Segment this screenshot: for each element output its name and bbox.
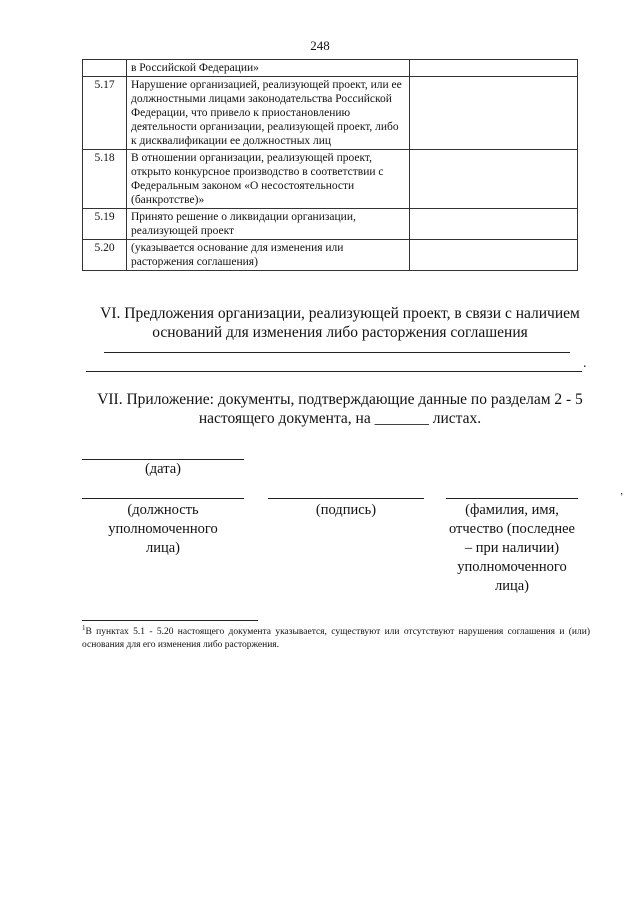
footnote-text: В пунктах 5.1 - 5.20 настоящего документа указывается, существуют или отсутствуют нарушения соглашения и (или) основания для его изменения либо расторжения. bbox=[82, 627, 590, 651]
proposal-line-1 bbox=[104, 352, 570, 353]
table-row bbox=[83, 60, 578, 77]
row-description: Нарушение организацией, реализующей проект, или ее должностными лицами законодательства Российской Федерации, что привело к приостановлению деятельности организации, реализующей проект, либо к дисквалификации ее должностных лиц bbox=[127, 77, 410, 150]
row-number: 5.20 bbox=[83, 240, 127, 271]
row-description: в Российской Федерации» bbox=[127, 60, 410, 77]
position-label: (должность уполномоченного лица) bbox=[108, 502, 218, 556]
row-description: (указывается основание для изменения или расторжения соглашения) bbox=[127, 240, 410, 271]
row-number: 5.18 bbox=[83, 150, 127, 209]
date-label: (дата) bbox=[144, 461, 182, 477]
row-description: В отношении организации, реализующей проект, открыто конкурсное производство в соответствии с Федеральным законом «О несостоятельности (банкротстве)» bbox=[127, 150, 410, 209]
row-value-cell bbox=[410, 209, 578, 240]
row-number bbox=[83, 60, 127, 77]
criteria-table bbox=[82, 59, 578, 271]
section-vi-title: VI. Предложения организации, реализующей проект, в связи с наличием оснований для изменения либо расторжения соглашения bbox=[100, 305, 580, 341]
table-row bbox=[83, 150, 578, 209]
footnote-marker: 1 bbox=[82, 624, 86, 632]
sheet-count-blank: _______ bbox=[374, 410, 429, 427]
section-vii-title bbox=[80, 390, 600, 428]
row-number: 5.19 bbox=[83, 209, 127, 240]
margin-mark: ʼ bbox=[620, 492, 624, 503]
signature-label: (подпись) bbox=[315, 502, 377, 518]
table-row bbox=[83, 240, 578, 271]
section-vii-text-end: листах. bbox=[432, 410, 482, 427]
row-value-cell bbox=[410, 60, 578, 77]
section-vii-text: VII. Приложение: документы, подтверждающие данные по разделам 2 - 5 настоящего документа, на bbox=[97, 391, 583, 427]
footnote-separator bbox=[82, 620, 258, 621]
proposal-end-mark: . bbox=[583, 356, 587, 371]
name-line bbox=[446, 498, 578, 499]
position-line bbox=[82, 498, 244, 499]
table-row bbox=[83, 209, 578, 240]
name-label: (фамилия, имя, отчество (последнее – при наличии) уполномоченного лица) bbox=[448, 502, 575, 594]
row-number: 5.17 bbox=[83, 77, 127, 150]
page-number: 248 bbox=[310, 38, 330, 53]
footnote bbox=[82, 622, 590, 652]
proposal-line-2 bbox=[86, 371, 582, 372]
signature-line bbox=[268, 498, 424, 499]
row-value-cell bbox=[410, 150, 578, 209]
table-row bbox=[83, 77, 578, 150]
row-value-cell bbox=[410, 77, 578, 150]
row-value-cell bbox=[410, 240, 578, 271]
row-description: Принято решение о ликвидации организации, реализующей проект bbox=[127, 209, 410, 240]
